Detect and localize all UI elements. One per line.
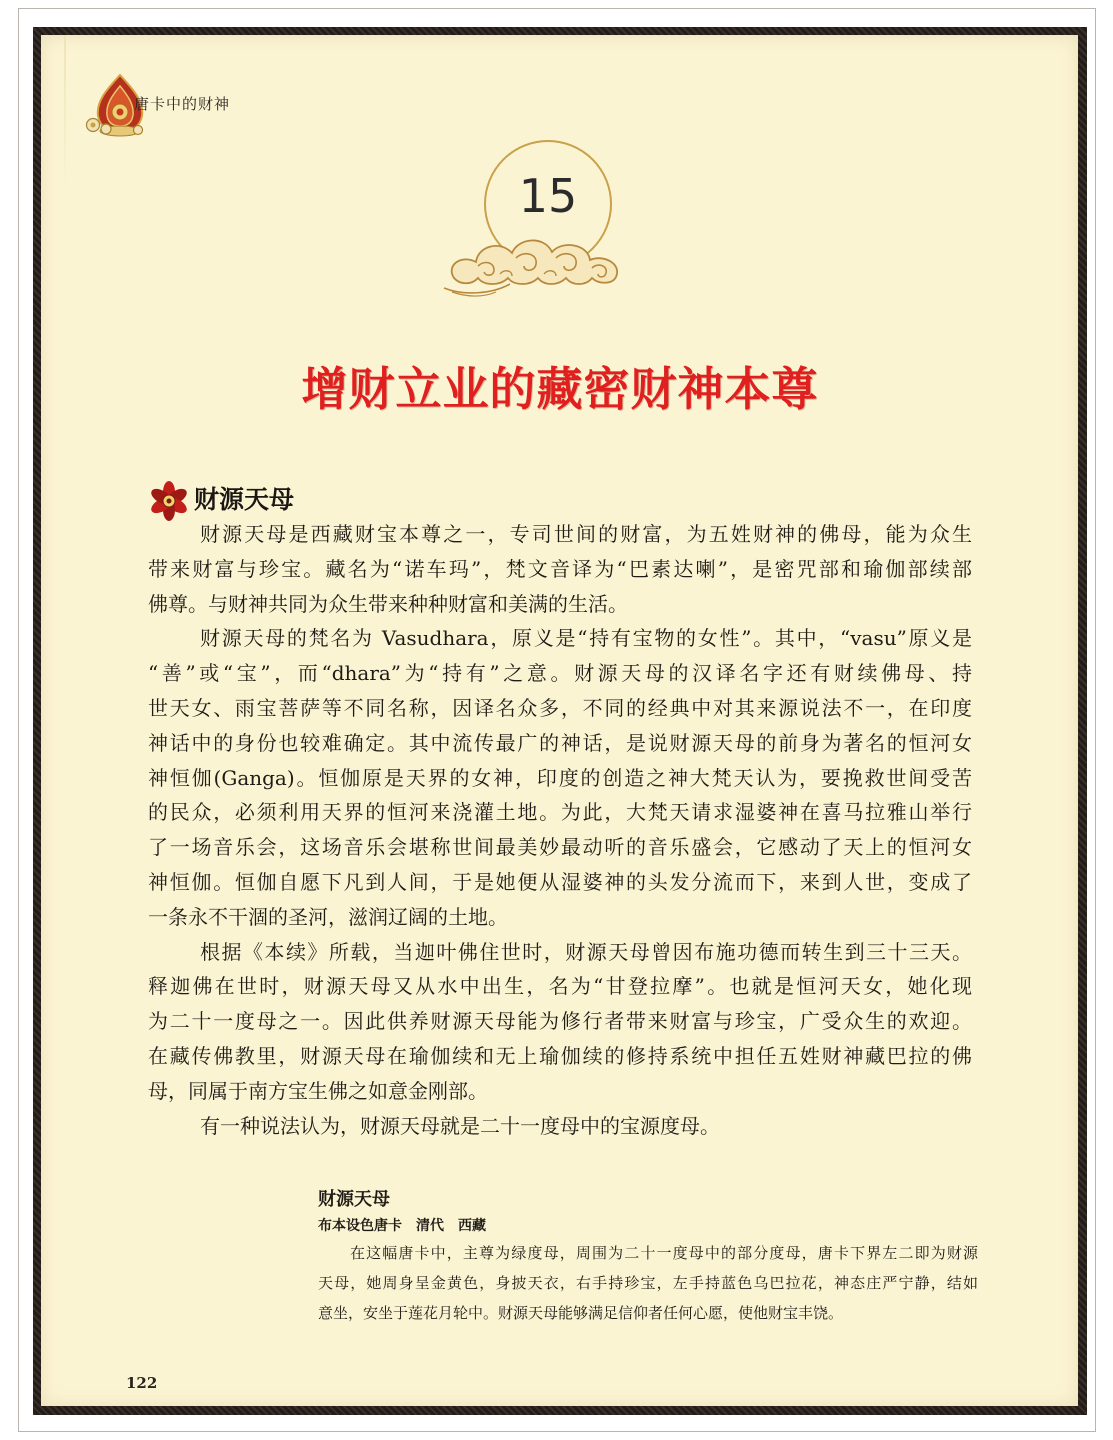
body-line: 为二十一度母之一。因此供养财源天母能为修行者带来财富与珍宝，广受众生的欢迎。: [148, 1009, 972, 1034]
auspicious-cloud-icon: [440, 222, 630, 298]
caption-line: 意坐，安坐于莲花月轮中。财源天母能够满足信仰者任何心愿，使他财宝丰饶。: [318, 1304, 844, 1322]
caption-subtitle: 布本设色唐卡 清代 西藏: [318, 1218, 486, 1234]
body-line: 神恒伽(Ganga)。恒伽原是天界的女神，印度的创造之神大梵天认为，要挽救世间受苦: [148, 765, 972, 790]
body-line: 带来财富与珍宝。藏名为“诺车玛”，梵文音译为“巴素达喇”，是密咒部和瑜伽部续部: [148, 556, 972, 581]
body-line: 有一种说法认为，财源天母就是二十一度母中的宝源度母。: [200, 1113, 720, 1138]
body-line: 在藏传佛教里，财源天母在瑜伽续和无上瑜伽续的修持系统中担任五姓财神藏巴拉的佛: [148, 1043, 972, 1068]
body-line: 财源天母的梵名为 Vasudhara，原义是“持有宝物的女性”。其中，“vasu”原义是: [200, 626, 972, 651]
page-fold-shadow: [64, 35, 66, 195]
figure-caption: [318, 1186, 978, 1328]
caption-title: 财源天母: [318, 1189, 390, 1210]
body-line: 根据《本续》所载，当迦叶佛住世时，财源天母曾因布施功德而转生到三十三天。: [200, 939, 972, 964]
body-line: 的民众，必须利用天界的恒河来浇灌土地。为此，大梵天请求湿婆神在喜马拉雅山举行: [148, 800, 972, 825]
body-line: 神话中的身份也较难确定。其中流传最广的神话，是说财源天母的前身为著名的恒河女: [148, 730, 972, 755]
body-line: 财源天母是西藏财宝本尊之一，专司世间的财富，为五姓财神的佛母，能为众生: [200, 522, 972, 546]
body-line: 世天女、雨宝菩萨等不同名称，因译名众多，不同的经典中对其来源说法不一，在印度: [148, 695, 972, 720]
chapter-title: 增财立业的藏密财神本尊: [301, 362, 819, 416]
body-line: 释迦佛在世时，财源天母又从水中出生，名为“甘登拉摩”。也就是恒河天女，她化现: [148, 974, 972, 999]
body-line: 神恒伽。恒伽自愿下凡到人间，于是她便从湿婆神的头发分流而下，来到人世，变成了: [148, 869, 972, 894]
flower-icon: [148, 480, 190, 522]
body-line: 了一场音乐会，这场音乐会堪称世间最美妙最动听的音乐盛会，它感动了天上的恒河女: [148, 835, 972, 860]
body-line: 母，同属于南方宝生佛之如意金刚部。: [148, 1078, 488, 1103]
body-line: 一条永不干涸的圣河，滋润辽阔的土地。: [148, 904, 508, 929]
body-line: “善”或“宝”，而“dhara”为“持有”之意。财源天母的汉译名字还有财续佛母、持: [148, 661, 972, 686]
body-text: [148, 517, 972, 1143]
page-number: 122: [126, 1374, 158, 1392]
section-heading: 财源天母: [194, 485, 295, 514]
chapter-number: 15: [518, 169, 578, 223]
running-title: 唐卡中的财神: [134, 95, 231, 113]
body-line: 佛尊。与财神共同为众生带来种种财富和美满的生活。: [148, 591, 628, 616]
caption-line: 天母，她周身呈金黄色，身披天衣，右手持珍宝，左手持蓝色乌巴拉花，神态庄严宁静，结如: [318, 1274, 978, 1292]
caption-line: 在这幅唐卡中，主尊为绿度母，周围为二十一度母中的部分度母，唐卡下界左二即为财源: [350, 1244, 978, 1262]
